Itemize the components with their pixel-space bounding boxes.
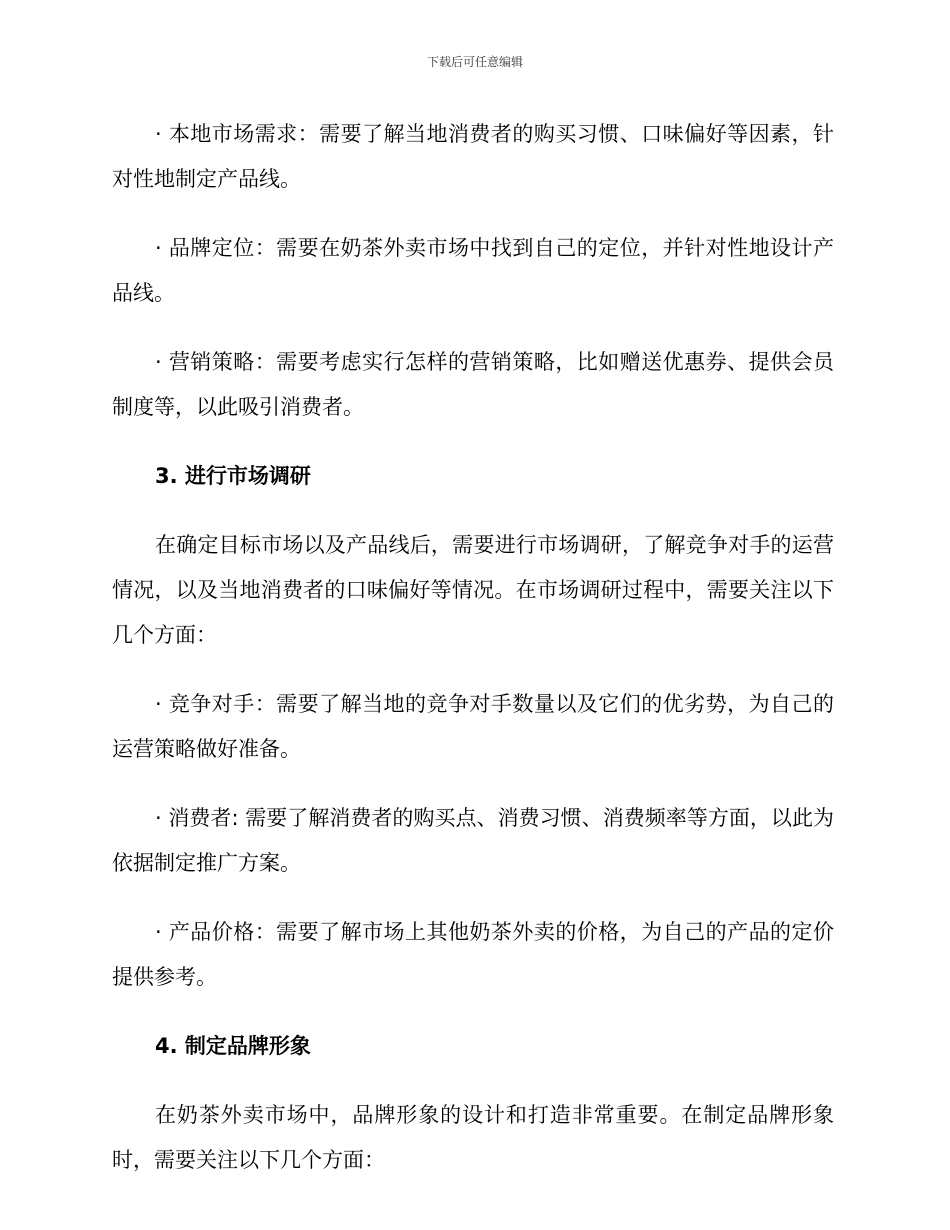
section-heading-brand-image: 4. 制定品牌形象 xyxy=(155,1034,311,1058)
bullet-marketing-strategy: · 营销策略：需要考虑实行怎样的营销策略，比如赠送优惠券、提供会员制度等，以此吸引消费者。 xyxy=(112,350,834,419)
bullet-product-price: · 产品价格：需要了解市场上其他奶茶外卖的价格，为自己的产品的定价提供参考。 xyxy=(112,920,834,989)
paragraph-brand-image-intro: 在奶茶外卖市场中，品牌形象的设计和打造非常重要。在制定品牌形象时，需要关注以下几个方面： xyxy=(112,1103,834,1172)
bullet-competitors: · 竞争对手：需要了解当地的竞争对手数量以及它们的优劣势，为自己的运营策略做好准备。 xyxy=(112,692,834,761)
bullet-consumers: · 消费者: 需要了解消费者的购买点、消费习惯、消费频率等方面，以此为依据制定推广方案。 xyxy=(112,806,834,875)
document-body xyxy=(112,112,834,1207)
bullet-brand-positioning: · 品牌定位：需要在奶茶外卖市场中找到自己的定位，并针对性地设计产品线。 xyxy=(112,236,834,305)
section-heading-market-research: 3. 进行市场调研 xyxy=(155,464,311,488)
bullet-local-market-demand: · 本地市场需求：需要了解当地消费者的购买习惯、口味偏好等因素，针对性地制定产品线。 xyxy=(112,122,834,191)
paragraph-market-research-intro: 在确定目标市场以及产品线后，需要进行市场调研，了解竞争对手的运营情况，以及当地消费者的口味偏好等情况。在市场调研过程中，需要关注以下几个方面： xyxy=(112,533,834,647)
page-header: 下载后可任意编辑 xyxy=(426,55,523,69)
